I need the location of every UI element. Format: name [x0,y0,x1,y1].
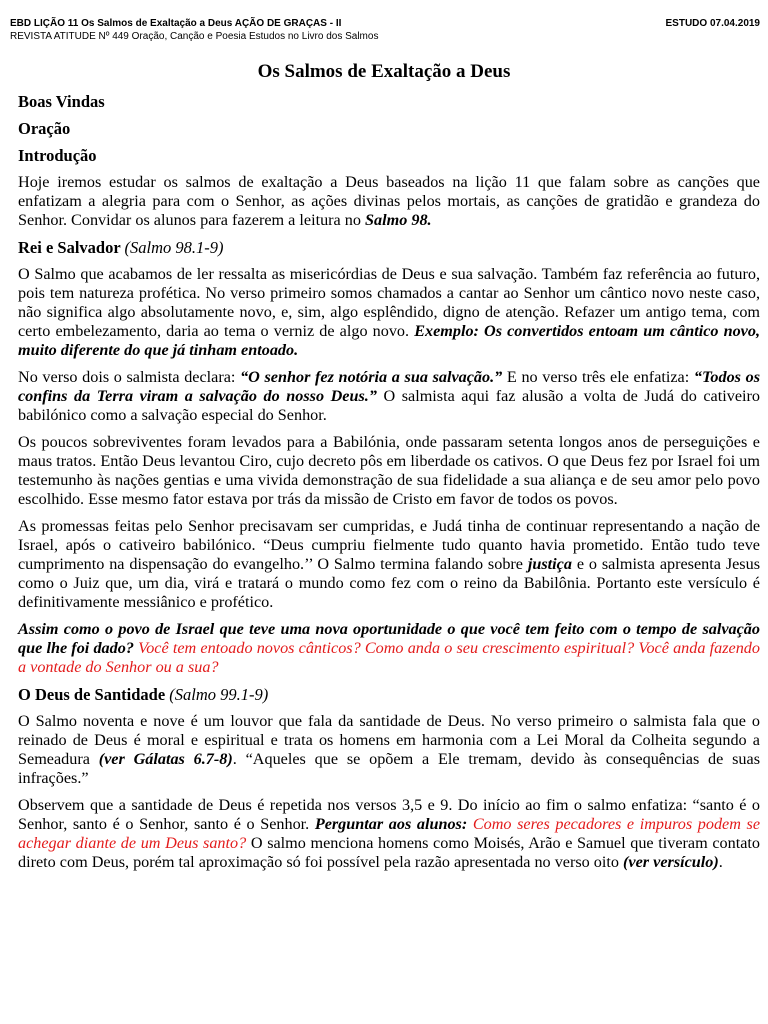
bold-italic-run: justiça [527,555,572,573]
text-run: e o salmista apresenta Jesus como o Juiz que, um dia, virá e tratará o mundo como fez com o reino da Babilônia. Portanto este versículo é definitivamente messiânico e profético. [18,555,760,611]
paragraph [18,265,760,360]
bold-italic-run: Salmo 98. [365,211,432,229]
heading-oracao: Oração [18,119,71,138]
text-run: Hoje iremos estudar os salmos de exaltação a Deus baseados na lição 11 que falam sobre as canções que enfatizam a alegria para com o Senhor, as ações divinas pelos mortais, as canções de gratidão e grandeza do Senhor. Convidar os alunos para fazerem a leitura no [18,173,760,229]
text-run: O Salmo que acabamos de ler ressalta as misericórdias de Deus e sua salvação. Também faz referência ao futuro, pois tem natureza profética. No verso primeiro somos chamados a cantar ao Senhor um cântico novo neste caso, não significa algo absolutamente novo, e, sim, algo esplêndido, digno de atenção. Refazer um antigo tema, com certo embelezamento, daria ao tema o verniz de algo novo. [18,265,760,340]
paragraph [18,796,760,872]
heading-o-deus-de-santidade [18,685,760,705]
paragraph [18,368,760,425]
text-run: E no verso três ele enfatiza: [502,368,694,386]
text-run: Observem que a santidade de Deus é repetida nos versos 3,5 e 9. Do início ao fim o salmo enfatiza: “santo é o Senhor, santo é o Senhor, santo é o Senhor. [18,796,760,833]
header-study-date: ESTUDO 07.04.2019 [665,18,760,29]
heading-introducao: Introdução [18,146,97,165]
intro-paragraph [18,173,760,230]
paragraph [18,712,760,788]
header-magazine-line: REVISTA ATITUDE Nº 449 Oração, Canção e Poesia Estudos no Livro dos Salmos [10,31,379,42]
text-run: O salmo menciona homens como Moisés, Arão e Samuel que tiveram contato direto com Deus, porém tal aproximação só foi possível pela razão apresentada no verso oito [18,834,760,871]
red-question-run: Você tem entoado novos cânticos? Como anda o seu crescimento espiritual? Você anda fazendo a vontade do Senhor ou a sua? [18,639,760,676]
document-body [18,92,760,880]
text-run: As promessas feitas pelo Senhor precisavam ser cumpridas, e Judá tinha de continuar representando a nação de Israel, após o cativeiro babilónico. “Deus cumpriu fielmente tudo quanto havia prometido. Então tudo teve cumprimento na dispensação do evangelho.’’ O Salmo termina falando sobre [18,517,760,573]
reflection-paragraph [18,620,760,677]
bold-italic-run: (ver Gálatas 6.7-8) [98,750,233,768]
text-run: No verso dois o salmista declara: [18,368,241,386]
text-run: O salmista aqui faz alusão a volta de Judá do cativeiro babilónico como a salvação especial do Senhor. [18,387,760,424]
bold-italic-run: Assim como o povo de Israel que teve uma nova oportunidade o que você tem feito com o tempo de salvação que lhe foi dado? [18,620,760,657]
text-run: . [718,853,723,871]
page-title: Os Salmos de Exaltação a Deus [257,61,511,82]
bold-italic-run: “O senhor fez notória a sua salvação.” [240,368,503,386]
red-question-run: Como seres pecadores e impuros podem se achegar diante de um Deus santo? [18,815,760,852]
heading-text: Rei e Salvador [18,238,121,257]
bold-italic-run: (ver versículo) [623,853,719,871]
paragraph: Os poucos sobreviventes foram levados para a Babilónia, onde passaram setenta longos anos de perseguições e maus tratos. Então Deus levantou Ciro, cujo decreto pôs em liberdade os cativos. O que Deus fez por Israel foi um testemunho às nações gentias e uma vivida demonstração de sua fidelidade a sua aliança e de seu amor pelo povo escolhido. Esse mesmo fator estava por trás da missão de Cristo em favor de todos os povos. [18,433,760,508]
heading-rei-e-salvador [18,238,760,258]
heading-boas-vindas: Boas Vindas [18,92,105,111]
heading-reference: (Salmo 99.1-9) [169,685,269,704]
text-run: . “Aqueles que se opõem a Ele tremam, devido às consequências de suas infrações.” [18,750,760,787]
bold-italic-run: Perguntar aos alunos: [314,815,468,833]
header-lesson-title: EBD LIÇÃO 11 Os Salmos de Exaltação a Deus AÇÃO DE GRAÇAS - II [10,18,342,29]
bold-italic-run: “Todos os confins da Terra viram a salvação do nosso Deus.” [18,368,761,405]
bold-italic-run: Exemplo: Os convertidos entoam um cântico novo, muito diferente do que já tinham entoado. [18,322,760,359]
text-run: O Salmo noventa e nove é um louvor que fala da santidade de Deus. No verso primeiro o salmista fala que o reinado de Deus é moral e espiritual e trata os homens em harmonia com a Lei Moral da Colheita segundo a Semeadura [18,712,760,768]
heading-reference: (Salmo 98.1-9) [124,238,224,257]
paragraph [18,517,760,612]
heading-text: O Deus de Santidade [18,685,166,704]
